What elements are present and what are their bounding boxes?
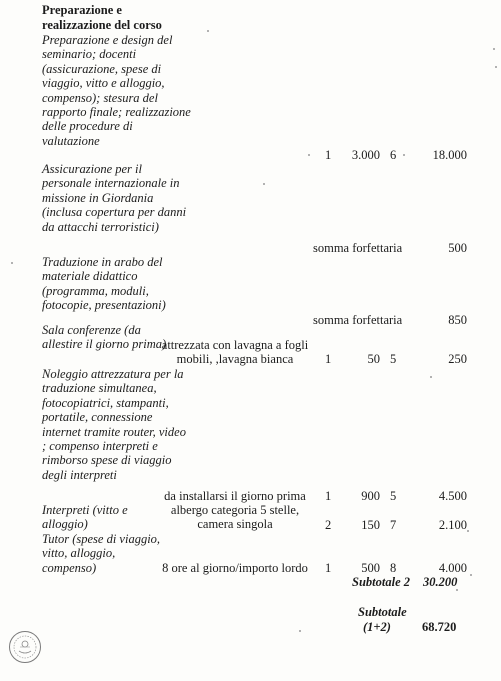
scan-speck — [456, 589, 458, 591]
scan-speck — [495, 66, 497, 68]
row-total: 850 — [448, 313, 467, 327]
scan-speck — [403, 154, 405, 156]
row-days: 6 — [390, 148, 397, 162]
row-lump-sum: somma forfettaria — [313, 241, 403, 255]
row-description: Noleggio attrezzatura per la traduzione simultanea, fotocopiatrici, stampanti, portatile, connessione internet tramite router, video ; compenso interpreti e rimborso spese di viaggio degli interpreti — [42, 367, 186, 482]
row-note: attrezzata con lavagna a fogli mobili, ,lavagna bianca — [161, 338, 309, 367]
row-description: Tutor (spese di viaggio, vitto, alloggio, compenso) — [42, 532, 161, 575]
scan-speck — [11, 262, 13, 264]
subtotal-combined-label-sub: (1+2) — [363, 620, 391, 634]
row-lump-sum: somma forfettaria — [313, 313, 403, 327]
subtotal-2-value: 30.200 — [423, 575, 458, 589]
row-total: 500 — [448, 241, 467, 255]
row-quantity: 1 — [325, 352, 332, 366]
row-total: 4.500 — [438, 489, 467, 503]
row-total: 250 — [448, 352, 467, 366]
row-note: albergo categoria 5 stelle, camera singola — [170, 503, 300, 532]
scan-speck — [308, 154, 310, 156]
row-note: da installarsi il giorno prima — [164, 489, 306, 503]
scan-speck — [493, 48, 495, 50]
row-unit-cost: 500 — [361, 561, 380, 575]
scan-speck — [430, 376, 432, 378]
row-description: Preparazione e design del seminario; docenti (assicurazione, spese di viaggio, vitto e alloggio, compenso); stesura del rapporto finale; realizzazione delle procedure di valutazione — [42, 33, 191, 148]
row-total: 2.100 — [438, 518, 467, 532]
scan-speck — [467, 530, 469, 532]
row-description: Sala conferenze (da allestire il giorno prima) — [42, 323, 167, 352]
row-unit-cost: 150 — [361, 518, 380, 532]
subtotal-2-label: Subtotale 2 — [352, 575, 410, 589]
row-description: Interpreti (vitto e alloggio) — [42, 503, 128, 532]
row-quantity: 2 — [325, 518, 332, 532]
row-note: 8 ore al giorno/importo lordo — [162, 561, 308, 575]
subtotal-combined-value: 68.720 — [422, 620, 457, 634]
row-unit-cost: 3.000 — [351, 148, 380, 162]
scan-speck — [470, 574, 472, 576]
row-unit-cost: 50 — [367, 352, 380, 366]
row-quantity: 1 — [325, 148, 332, 162]
row-description: Traduzione in arabo del materiale didattico (programma, moduli, fotocopie, presentazioni) — [42, 255, 166, 313]
row-quantity: 1 — [325, 561, 332, 575]
row-total: 4.000 — [438, 561, 467, 575]
row-description: Assicurazione per il personale internazionale in missione in Giordania (inclusa copertura per danni da attacchi terroristici) — [42, 162, 187, 234]
row-days: 5 — [390, 352, 397, 366]
row-total: 18.000 — [432, 148, 467, 162]
scan-speck — [299, 630, 301, 632]
subtotal-combined-label: Subtotale — [358, 605, 407, 619]
row-quantity: 1 — [325, 489, 332, 503]
section-title: Preparazione e realizzazione del corso — [42, 3, 162, 32]
row-days: 8 — [390, 561, 397, 575]
circular-seal-icon — [8, 630, 42, 664]
row-days: 5 — [390, 489, 397, 503]
row-days: 7 — [390, 518, 397, 532]
scan-speck — [263, 183, 265, 185]
row-unit-cost: 900 — [361, 489, 380, 503]
scan-speck — [207, 30, 209, 32]
